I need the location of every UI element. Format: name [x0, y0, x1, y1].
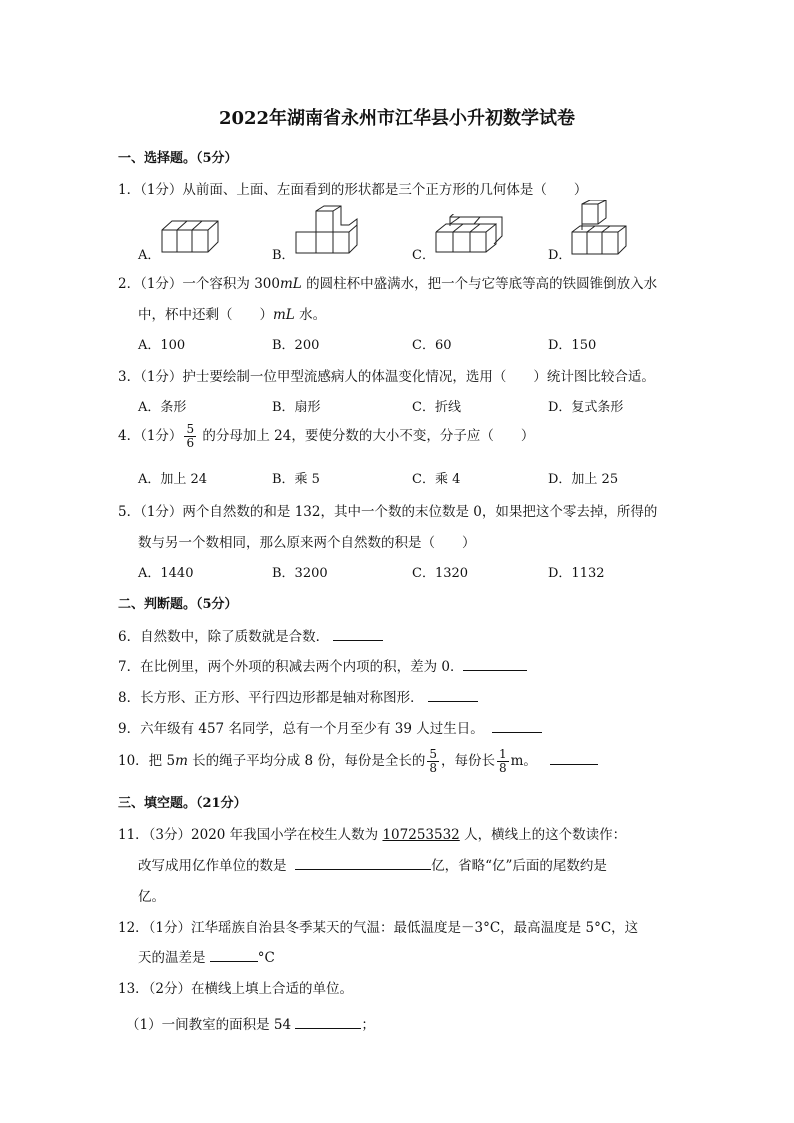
question-11-line-2	[138, 854, 607, 874]
judge-9	[118, 717, 542, 737]
q1-option-d-label: D．	[548, 248, 572, 263]
q11-text-b: 人，横线上的这个数读作：	[459, 827, 627, 843]
q4-denominator: 6	[186, 436, 195, 450]
q2-option-d: D．150	[548, 338, 597, 353]
judge-10-f2-num: 1	[498, 747, 507, 761]
judge-8-text: 8．长方形、正方形、平行四边形都是轴对称图形．	[118, 690, 424, 706]
q4-option-a: A．加上 24	[138, 472, 208, 487]
judge-7	[118, 655, 527, 675]
q5-option-d: D．1132	[548, 566, 605, 581]
judge-9-text: 9．六年级有 457 名同学，总有一个月至少有 39 人过生日。	[118, 721, 484, 737]
q3-option-b: B．扇形	[272, 400, 321, 415]
section-fill-heading: 三、填空题。（21分）	[118, 796, 247, 811]
q11-text-a: 11．（3分）2020 年我国小学在校生人数为	[118, 827, 383, 843]
q2-option-c: C．60	[412, 338, 452, 353]
q4-suffix: 的分母加上 24，要使分数的大小不变，分子应（ ）	[198, 428, 535, 444]
q1-option-c-label: C．	[412, 248, 435, 263]
q4-option-c: C．乘 4	[412, 472, 461, 487]
q2-option-b: B．200	[272, 338, 320, 353]
question-11-line-1	[118, 823, 626, 843]
q13-sub1-text: （1）一间教室的面积是 54	[126, 1017, 296, 1033]
q11-text-d: 亿，省略“亿”后面的尾数约是	[431, 858, 607, 874]
q4-numerator: 5	[186, 422, 195, 436]
q12-text-a: 天的温差是	[138, 950, 210, 966]
question-13-sub-1	[126, 1013, 375, 1033]
judge-6-blank[interactable]	[333, 626, 383, 641]
judge-8	[118, 686, 478, 706]
q4-prefix: 4．（1分）	[118, 428, 183, 444]
judge-10-fraction-1	[427, 748, 439, 775]
question-12-line-2	[138, 946, 275, 966]
q2-text-a: 2．（1分）一个容积为 300	[118, 276, 280, 292]
judge-10-unit: m	[175, 753, 188, 769]
q11-number: 107253532	[382, 827, 460, 843]
q12-text-b: °C	[257, 950, 275, 966]
question-13: 13．（2分）在横线上填上合适的单位。	[118, 981, 354, 997]
judge-10-fraction-2	[497, 748, 509, 775]
q4-option-d: D．加上 25	[548, 472, 619, 487]
q1-option-b-figure	[294, 205, 366, 257]
question-4	[118, 423, 534, 450]
judge-6	[118, 625, 383, 645]
question-2-line-1	[118, 272, 657, 292]
q3-option-a: A．条形	[138, 400, 187, 415]
q13-sub1-blank[interactable]	[295, 1014, 361, 1029]
q4-option-b: B．乘 5	[272, 472, 320, 487]
q5-option-c: C．1320	[412, 566, 469, 581]
q1-option-a-figure	[160, 218, 222, 256]
q3-option-c: C．折线	[412, 400, 461, 415]
q2-unit: mL	[280, 276, 302, 292]
judge-8-blank[interactable]	[428, 687, 478, 702]
judge-10-text-c: ，每份长	[440, 753, 495, 769]
q11-text-c: 改写成用亿作单位的数是	[138, 858, 291, 874]
judge-7-text: 7．在比例里，两个外项的积减去两个内项的积，差为 0．	[118, 659, 464, 675]
q1-option-a-label: A．	[138, 248, 161, 263]
q1-option-d-figure	[570, 200, 632, 258]
judge-6-text: 6．自然数中，除了质数就是合数．	[118, 629, 330, 645]
question-2-line-2	[138, 303, 326, 323]
page-title: 2022年湖南省永州市江华县小升初数学试卷	[218, 108, 576, 129]
q1-option-b-label: B．	[272, 248, 295, 263]
q2-option-a: A．100	[138, 338, 186, 353]
q5-option-a: A．1440	[138, 566, 194, 581]
q2-unit-2: mL	[273, 307, 295, 323]
judge-10-f1-num: 5	[429, 747, 437, 761]
section-judge-heading: 二、判断题。（5分）	[118, 597, 238, 612]
question-5-line-2: 数与另一个数相同，那么原来两个自然数的积是（ ）	[138, 535, 476, 551]
q5-option-b: B．3200	[272, 566, 328, 581]
q2-text-b: 的圆柱杯中盛满水，把一个与它等底等高的铁圆锥倒放入水	[301, 276, 658, 292]
question-3: 3．（1分）护士要绘制一位甲型流感病人的体温变化情况，选用（ ）统计图比较合适。	[118, 369, 655, 385]
q13-sub1-end: ；	[361, 1017, 375, 1033]
q2-text-d: 水。	[294, 307, 327, 323]
judge-10-f1-den: 8	[429, 761, 437, 775]
question-5-line-1: 5．（1分）两个自然数的和是 132，其中一个数的末位数是 0，如果把这个零去掉，所得的	[118, 504, 658, 520]
question-1: 1．（1分）从前面、上面、左面看到的形状都是三个正方形的几何体是（ ）	[118, 182, 588, 198]
q3-option-d: D．复式条形	[548, 400, 624, 415]
q11-blank-1[interactable]	[295, 855, 431, 870]
judge-9-blank[interactable]	[492, 718, 542, 733]
judge-10	[118, 748, 598, 775]
question-12-line-1: 12．（1分）江华瑶族自治县冬季某天的气温：最低温度是－3°C，最高温度是 5°C，这	[118, 920, 639, 936]
q1-option-c-figure	[434, 214, 506, 256]
judge-10-blank[interactable]	[550, 750, 598, 765]
question-11-line-3: 亿。	[138, 889, 165, 905]
judge-10-text-a: 10．把 5	[118, 753, 176, 769]
judge-10-f2-den: 8	[498, 761, 507, 775]
q4-fraction	[184, 423, 196, 450]
judge-10-text-d: m。	[510, 753, 537, 769]
section-choice-heading: 一、选择题。（5分）	[118, 151, 238, 166]
q12-blank[interactable]	[210, 947, 258, 962]
judge-7-blank[interactable]	[463, 656, 527, 671]
q2-text-c: 中，杯中还剩（ ）	[138, 307, 273, 323]
judge-10-text-b: 长的绳子平均分成 8 份，每份是全长的	[187, 753, 426, 769]
